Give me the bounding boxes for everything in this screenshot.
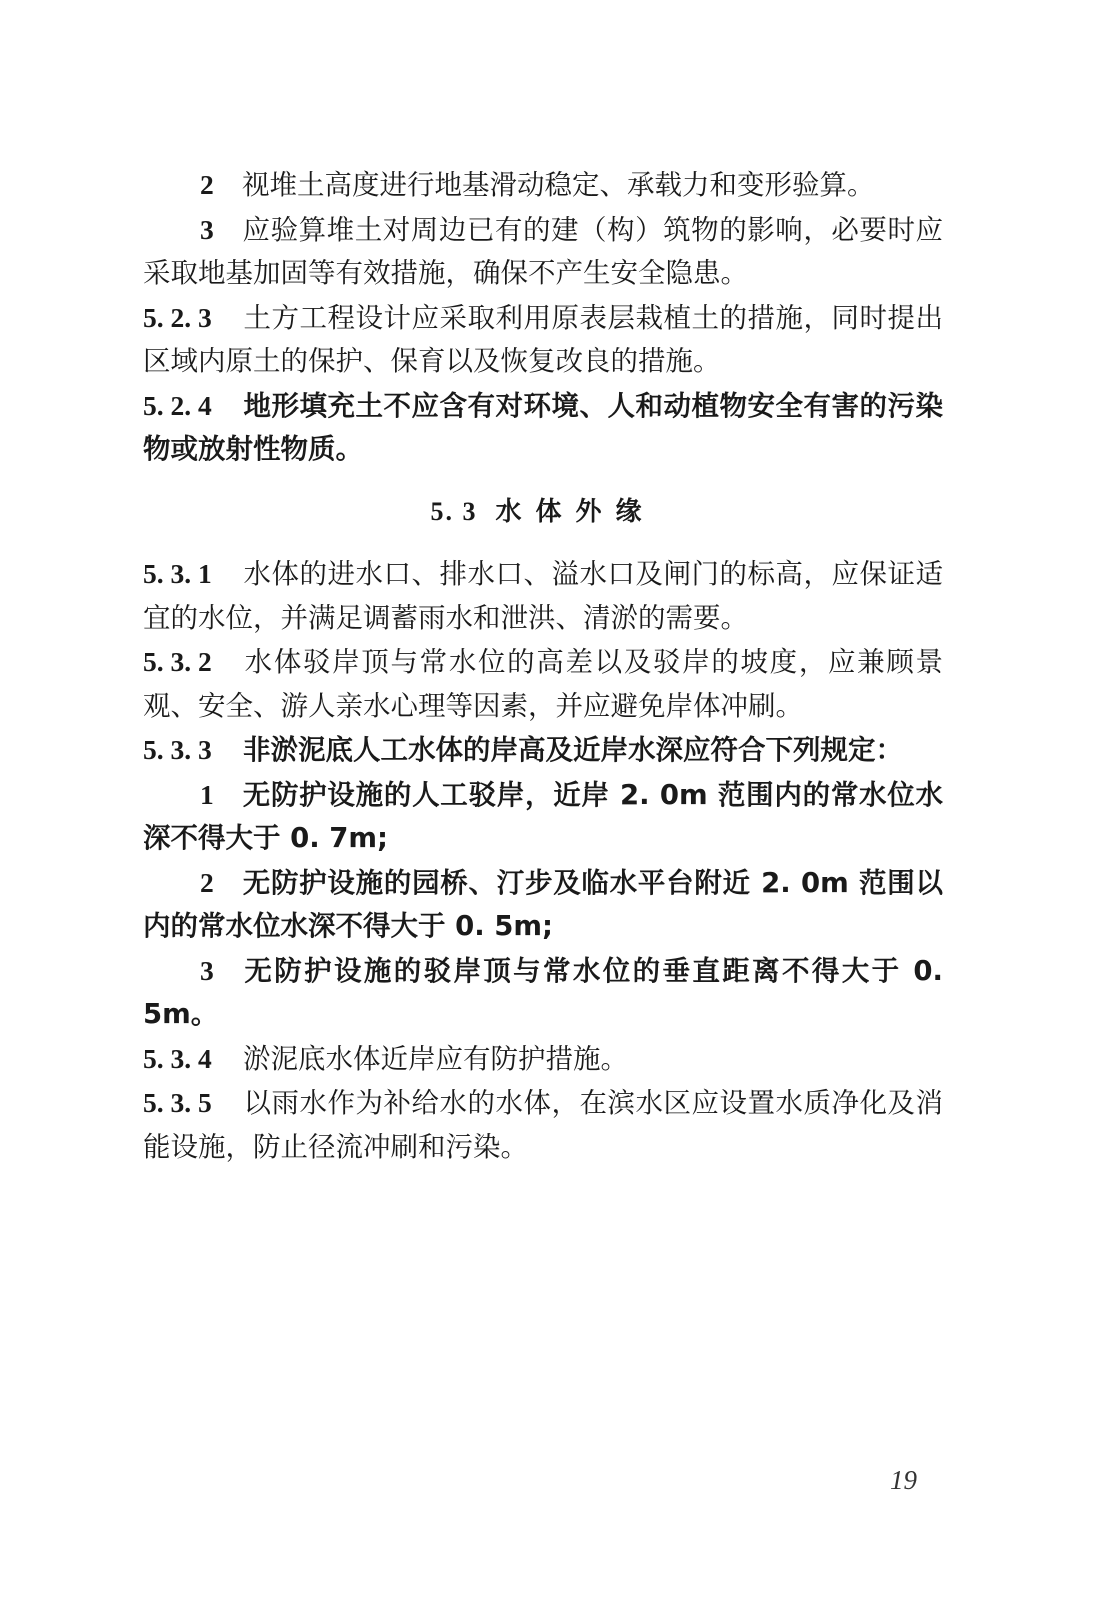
clause-5-3-3 [143,728,943,773]
clause-5-3-3-item-2 [143,861,943,949]
clause-5-3-1 [143,552,943,640]
item-number: 1 [200,778,214,810]
section-number: 5. 3 [430,496,478,526]
clause-number: 5. 3. 4 [143,1042,212,1074]
clause-text: 水体驳岸顶与常水位的高差以及驳岸的坡度，应兼顾景观、安全、游人亲水心理等因素，并应避免岸体冲刷。 [143,646,943,722]
item-number: 3 [200,213,214,245]
section-title: 水体外缘 [495,496,656,527]
item-text: 无防护设施的驳岸顶与常水位的垂直距离不得大于 0. 5m。 [143,954,943,1030]
clause-5-3-3-item-1 [143,773,943,861]
clause-5-2-3 [143,296,943,384]
clause-5-3-5 [143,1081,943,1169]
clause-number: 5. 3. 2 [143,646,212,677]
section-heading [143,490,943,535]
clause-text: 水体的进水口、排水口、溢水口及闸门的标高，应保证适宜的水位，并满足调蓄雨水和泄洪、清淤的需要。 [143,558,943,634]
clause-text: 土方工程设计应采取利用原表层栽植土的措施，同时提出区域内原土的保护、保育以及恢复改良的措施。 [143,301,943,377]
page-number: 19 [890,1465,917,1495]
clause-text: 地形填充土不应含有对环境、人和动植物安全有害的污染物或放射性物质。 [143,389,943,465]
item-number: 3 [200,954,214,986]
item-text: 应验算堆土对周边已有的建（构）筑物的影响，必要时应采取地基加固等有效措施，确保不产生安全隐患。 [143,213,943,289]
clause-text: 非淤泥底人工水体的岸高及近岸水深应符合下列规定： [243,734,903,766]
clause-5-3-4 [143,1037,943,1082]
item-text: 无防护设施的园桥、汀步及临水平台附近 2. 0m 范围以内的常水位水深不得大于 0. 5m; [143,866,943,942]
item-number: 2 [200,169,214,200]
item-text: 无防护设施的人工驳岸，近岸 2. 0m 范围内的常水位水深不得大于 0. 7m; [143,778,943,854]
clause-text: 淤泥底水体近岸应有防护措施。 [243,1042,628,1075]
clause-number: 5. 2. 3 [143,301,212,333]
clause-number: 5. 3. 5 [143,1087,212,1118]
clause-number: 5. 3. 1 [143,558,212,589]
clause-5-3-3-item-3 [143,949,943,1037]
item-2 [143,163,943,208]
item-3 [143,208,943,296]
clause-number: 5. 3. 3 [143,734,212,765]
clause-5-2-4 [143,384,943,472]
item-text: 视堆土高度进行地基滑动稳定、承载力和变形验算。 [242,169,875,201]
clause-5-3-2 [143,640,943,728]
clause-text: 以雨水作为补给水的水体，在滨水区应设置水质净化及消能设施，防止径流冲刷和污染。 [143,1087,943,1163]
item-number: 2 [200,866,214,898]
page-body [143,163,943,1169]
clause-number: 5. 2. 4 [143,389,212,421]
